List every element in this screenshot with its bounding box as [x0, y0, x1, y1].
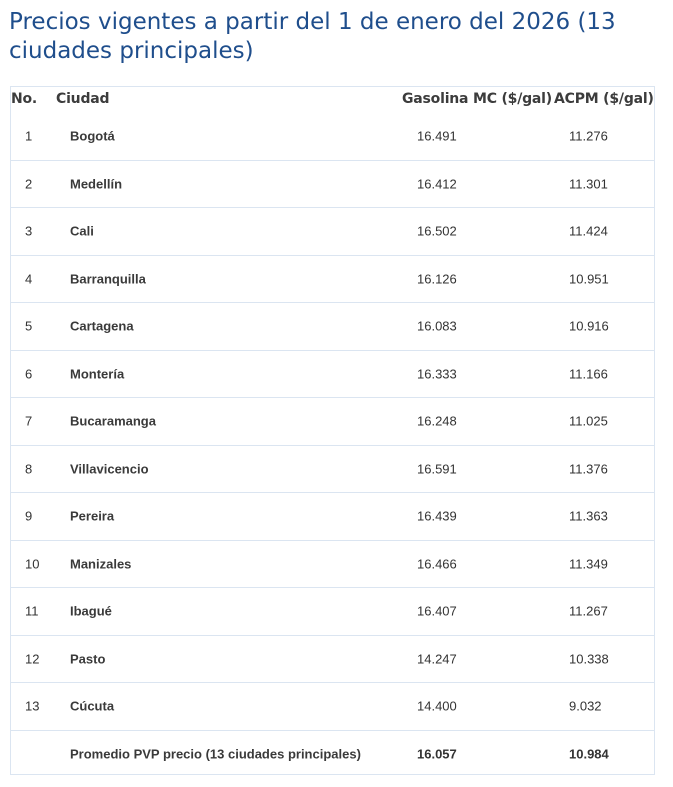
row-city: Cartagena: [70, 318, 134, 334]
row-number: 11: [25, 603, 39, 619]
row-number: 1: [25, 128, 33, 144]
row-acpm: 11.301: [569, 176, 608, 192]
row-city: Pasto: [70, 651, 106, 667]
table-row: [11, 303, 654, 351]
row-gasoline: 16.502: [417, 223, 457, 239]
row-gasoline: 16.466: [417, 556, 457, 572]
row-city: Barranquilla: [70, 271, 146, 287]
row-number: 7: [25, 413, 33, 429]
total-label: Promedio PVP precio (13 ciudades principales): [70, 746, 361, 762]
row-acpm: 10.916: [569, 318, 609, 334]
row-gasoline: 16.248: [417, 413, 457, 429]
table-row: [11, 446, 654, 494]
row-gasoline: 16.083: [417, 318, 457, 334]
row-acpm: 11.025: [569, 413, 608, 429]
total-acpm: 10.984: [569, 746, 609, 762]
row-gasoline: 14.247: [417, 651, 457, 667]
total-gasoline: 16.057: [417, 746, 457, 762]
table-row: [11, 541, 654, 589]
row-number: 5: [25, 318, 33, 334]
row-acpm: 10.951: [569, 271, 609, 287]
row-gasoline: 16.439: [417, 508, 457, 524]
table-header: [11, 87, 654, 113]
row-gasoline: 16.126: [417, 271, 457, 287]
row-number: 6: [25, 366, 33, 382]
row-number: 4: [25, 271, 33, 287]
row-acpm: 11.267: [569, 603, 608, 619]
row-gasoline: 16.333: [417, 366, 457, 382]
row-gasoline: 16.591: [417, 461, 457, 477]
row-city: Manizales: [70, 556, 132, 572]
table-row: [11, 683, 654, 731]
row-city: Montería: [70, 366, 125, 382]
table-row: [11, 161, 654, 209]
row-number: 12: [25, 651, 40, 667]
row-city: Cúcuta: [70, 698, 115, 714]
row-city: Ibagué: [70, 603, 112, 619]
table-row: [11, 398, 654, 446]
row-city: Pereira: [70, 508, 115, 524]
table-row: [11, 636, 654, 684]
table-row: [11, 113, 654, 161]
header-no: No.: [11, 91, 38, 107]
row-number: 3: [25, 223, 33, 239]
row-acpm: 11.276: [569, 128, 608, 144]
table-body: [11, 113, 654, 778]
row-number: 8: [25, 461, 33, 477]
table-row: [11, 256, 654, 304]
row-gasoline: 16.407: [417, 603, 457, 619]
row-city: Villavicencio: [70, 461, 149, 477]
prices-table: [10, 86, 655, 775]
row-number: 9: [25, 508, 33, 524]
row-gasoline: 16.412: [417, 176, 457, 192]
row-acpm: 11.424: [569, 223, 608, 239]
row-acpm: 11.166: [569, 366, 608, 382]
row-acpm: 11.349: [569, 556, 608, 572]
row-number: 10: [25, 556, 40, 572]
page-title: Precios vigentes a partir del 1 de enero del 2026 (13 ciudades principales): [9, 9, 616, 64]
row-city: Cali: [70, 223, 94, 239]
row-number: 2: [25, 176, 33, 192]
table-row: [11, 493, 654, 541]
table-row: [11, 208, 654, 256]
row-acpm: 11.363: [569, 508, 608, 524]
table-row: [11, 351, 654, 399]
row-number: 13: [25, 698, 40, 714]
row-city: Bucaramanga: [70, 413, 156, 429]
header-acpm: ACPM ($/gal): [554, 91, 654, 107]
row-city: Bogotá: [70, 128, 115, 144]
total-row: [11, 731, 654, 779]
row-gasoline: 16.491: [417, 128, 457, 144]
row-city: Medellín: [70, 176, 123, 192]
header-gasoline: Gasolina MC ($/gal): [402, 91, 552, 107]
row-gasoline: 14.400: [417, 698, 457, 714]
header-city: Ciudad: [56, 91, 110, 107]
row-acpm: 9.032: [569, 698, 602, 714]
row-acpm: 11.376: [569, 461, 608, 477]
table-row: [11, 588, 654, 636]
row-acpm: 10.338: [569, 651, 609, 667]
